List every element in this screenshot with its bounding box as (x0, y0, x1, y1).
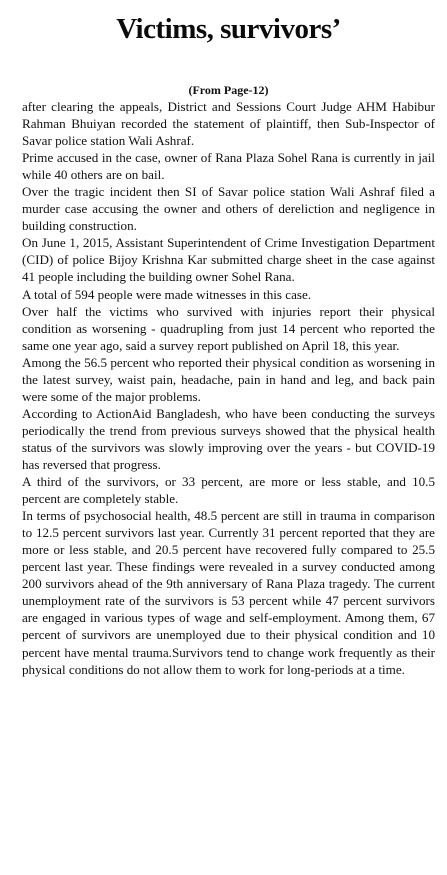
paragraph: Prime accused in the case, owner of Rana Plaza Sohel Rana is currently in jail while 40 others are on bail. (22, 150, 435, 183)
paragraph: A third of the survivors, or 33 percent, are more or less stable, and 10.5 percent are completely stable. (22, 474, 435, 507)
paragraph: A total of 594 people were made witnesses in this case. (22, 286, 312, 302)
paragraph: Over half the victims who survived with injuries report their physical condition as worsening - quadrupling from just 14 percent who reported the same one year ago, said a survey report published on April 18, this year. (22, 303, 435, 353)
paragraph: Among the 56.5 percent who reported their physical condition as worsening in the latest survey, waist pain, headache, pain in hand and leg, and back pain were some of the major problems. (22, 354, 435, 404)
headline: Victims, survivors’ (116, 13, 341, 45)
paragraph: after clearing the appeals, District and Sessions Court Judge AHM Habibur Rahman Bhuiyan recorded the statement of plaintiff, then Sub-Inspector of Savar police station Wali Ashraf. (22, 99, 435, 149)
paragraph: According to ActionAid Bangladesh, who have been conducting the surveys periodically the trend from previous surveys showed that the physical health status of the survivors was slowly improving over the years - but COVID-19 has reversed that progress. (22, 405, 435, 472)
continued-from-label: (From Page-12) (188, 83, 269, 97)
paragraph: Over the tragic incident then SI of Savar police station Wali Ashraf filed a murder case accusing the owner and others of dereliction and negligence in building construction. (22, 184, 435, 234)
paragraph: In terms of psychosocial health, 48.5 percent are still in trauma in comparison to 12.5 percent survivors last year. Currently 31 percent reported that they are more or less stable, and 20.5 percent have recovered fully compared to 25.5 percent last year. These findings were revealed in a survey conducted among 200 survivors ahead of the 9th anniversary of Rana Plaza tragedy. The current unemployment rate of the survivors is 53 percent while 47 percent survivors are engaged in various types of wage and self-employment. Among them, 67 percent of survivors are unemployed due to their physical condition and 10 percent have mental trauma.Survivors tend to change work frequently as their physical conditions do not allow them to work for long-periods at a time. (22, 508, 435, 677)
paragraph: On June 1, 2015, Assistant Superintendent of Crime Investigation Department (CID) of police Bijoy Krishna Kar submitted charge sheet in the case against 41 people including the building owner Sohel Rana. (22, 235, 435, 285)
article-body (22, 98, 435, 678)
